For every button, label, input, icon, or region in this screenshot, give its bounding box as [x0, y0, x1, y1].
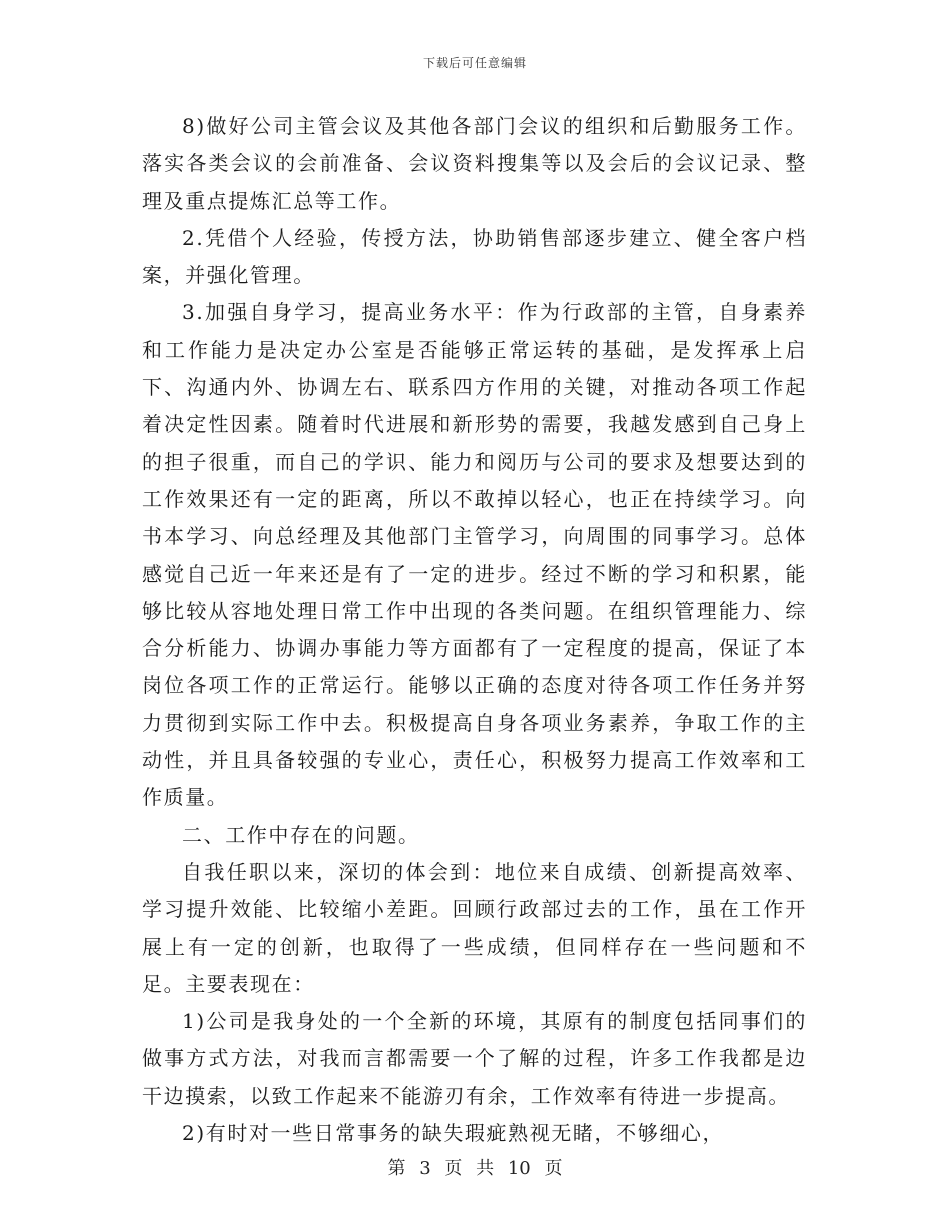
body-content — [142, 108, 807, 1152]
paragraph-customer-archive: 2.凭借个人经验，传授方法，协助销售部逐步建立、健全客户档案，并强化管理。 — [142, 225, 807, 288]
section-heading-problems: 二、工作中存在的问题。 — [182, 822, 420, 847]
paragraph-problem-2: 2)有时对一些日常事务的缺失瑕疵熟视无睹，不够细心， — [182, 1121, 725, 1146]
paragraph-meeting-service: 8)做好公司主管会议及其他各部门会议的组织和后勤服务工作。落实各类会议的会前准备、会议资料搜集等以及会后的会议记录、整理及重点提炼汇总等工作。 — [142, 114, 807, 213]
header-note: 下载后可任意编辑 — [422, 56, 527, 70]
paragraph-problem-1: 1)公司是我身处的一个全新的环境，其原有的制度包括同事们的做事方式方法，对我而言都需要一个了解的过程，许多工作我都是边干边摸索，以致工作起来不能游刃有余，工作效率有待进一步提高。 — [142, 1009, 807, 1108]
paragraph-reflection: 自我任职以来，深切的体会到：地位来自成绩、创新提高效率、学习提升效能、比较缩小差距。回顾行政部过去的工作，虽在工作开展上有一定的创新，也取得了一些成绩，但同样存在一些问题和不足。主要表现在： — [142, 859, 807, 996]
page-number-footer: 第 3 页 共 10 页 — [387, 1158, 563, 1179]
paragraph-self-study: 3.加强自身学习，提高业务水平：作为行政部的主管，自身素养和工作能力是决定办公室是否能够正常运转的基础，是发挥承上启下、沟通内外、协调左右、联系四方作用的关键，对推动各项工作起着决定性因素。随着时代进展和新形势的需要，我越发感到自己身上的担子很重，而自己的学识、能力和阅历与公司的要求及想要达到的工作效果还有一定的距离，所以不敢掉以轻心，也正在持续学习。向书本学习、向总经理及其他部门主管学习，向周围的同事学习。总体感觉自己近一年来还是有了一定的进步。经过不断的学习和积累，能够比较从容地处理日常工作中出现的各类问题。在组织管理能力、综合分析能力、协调办事能力等方面都有了一定程度的提高，保证了本岗位各项工作的正常运行。能够以正确的态度对待各项工作任务并努力贯彻到实际工作中去。积极提高自身各项业务素养，争取工作的主动性，并且具备较强的专业心，责任心，积极努力提高工作效率和工作质量。 — [142, 300, 807, 810]
